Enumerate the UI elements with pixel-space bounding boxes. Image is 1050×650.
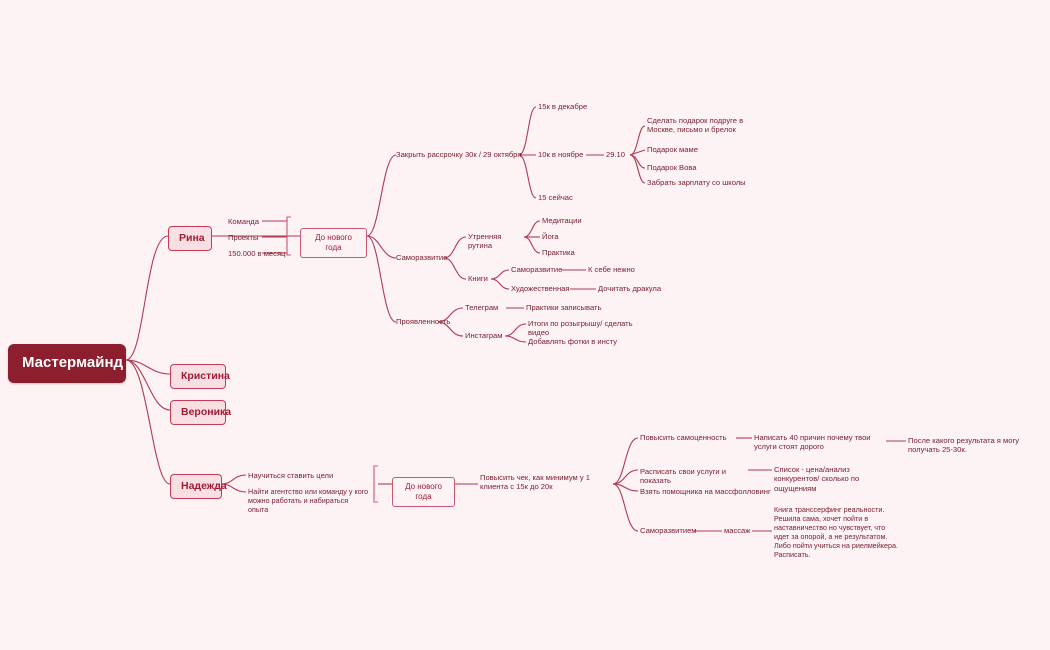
topic-samorazvitie: Саморазвитие (396, 253, 448, 262)
branch-rina[interactable]: Рина (168, 226, 212, 251)
branch-kristina[interactable]: Кристина (170, 364, 226, 389)
rassrochka-item-0: 15к в декабре (538, 102, 588, 111)
nadezhda-item-1-detail: Список - цена/анализ конкурентов/ сколько по ощущениям (774, 465, 860, 493)
date-item-0: Сделать подарок подруге в Москве, письмо и брелок (647, 116, 744, 135)
rutina-item-2: Практика (542, 248, 575, 257)
nadezhda-item-3-detail: массаж (724, 526, 751, 535)
date-item-2: Подарок Вова (647, 163, 697, 172)
topic-proyavlennost: Проявленность (396, 317, 451, 326)
branch-nadezhda[interactable]: Надежда (170, 474, 222, 499)
rina-period-box[interactable]: До нового года (300, 228, 367, 258)
rina-note-0: Команда (228, 217, 259, 226)
nadezhda-item-3-extra: Книга транссерфинг реальности. Решила сама, хочет пойти в наставничество но чувствует, что идет за опорой, а не результатом. Либо пойти учиться на риелмейкера. Расписать. (774, 505, 899, 559)
knigi-item-1-detail: Дочитать дракула (598, 284, 662, 293)
nadezhda-period-box[interactable]: До нового года (392, 477, 455, 507)
nadezhda-goal: Повысить чек, как минимум у 1 клиента с 15к до 20к (480, 473, 590, 492)
group-knigi: Книги (468, 274, 488, 283)
group-rutina: Утренняя рутина (468, 232, 502, 251)
knigi-item-0-label: Саморазвитие (511, 265, 563, 274)
knigi-item-1-label: Художественная (511, 284, 570, 293)
rutina-item-1: Йога (542, 232, 559, 241)
instagram-item-0: Итоги по розыгрышу/ сделать видео (528, 319, 633, 338)
rina-note-1: Проекты (228, 233, 259, 242)
group-instagram: Инстаграм (465, 331, 503, 340)
knigi-item-0-detail: К себе нежно (588, 265, 635, 274)
date-item-1: Подарок маме (647, 145, 698, 154)
telegram-item-0: Практики записывать (526, 303, 602, 312)
rina-note-2: 150.000 в месяц (228, 249, 286, 258)
rassrochka-item-2: 15 сейчас (538, 193, 573, 202)
nadezhda-item-2-label: Взять помощника на массфолловинг (640, 487, 771, 496)
date-item-3: Забрать зарплату со школы (647, 178, 746, 187)
rassrochka-item-1: 10к в ноябре (538, 150, 584, 159)
root-node[interactable]: Мастермайнд (8, 344, 126, 383)
nadezhda-item-0-label: Повысить самоценность (640, 433, 727, 442)
nadezhda-note-0: Научиться ставить цели (248, 471, 334, 480)
rutina-item-0: Медитации (542, 216, 582, 225)
group-telegram: Телеграм (465, 303, 499, 312)
branch-veronika[interactable]: Вероника (170, 400, 226, 425)
nadezhda-note-1: Найти агентство или команду у кого можно работать и набираться опыта (248, 487, 369, 514)
topic-rassrochka: Закрыть рассрочку 30к / 29 октября (396, 150, 522, 159)
instagram-item-1: Добавлять фотки в инсту (528, 337, 617, 346)
rassrochka-date: 29.10 (606, 150, 626, 159)
nadezhda-item-0-extra: После какого результата я могу получать 25-30к. (908, 436, 1020, 455)
nadezhda-item-3-label: Саморазвитием (640, 526, 697, 535)
nadezhda-item-0-detail: Написать 40 причин почему твои услуги стоят дорого (754, 433, 871, 452)
nadezhda-item-1-label: Расписать свои услуги и показать (640, 467, 727, 486)
